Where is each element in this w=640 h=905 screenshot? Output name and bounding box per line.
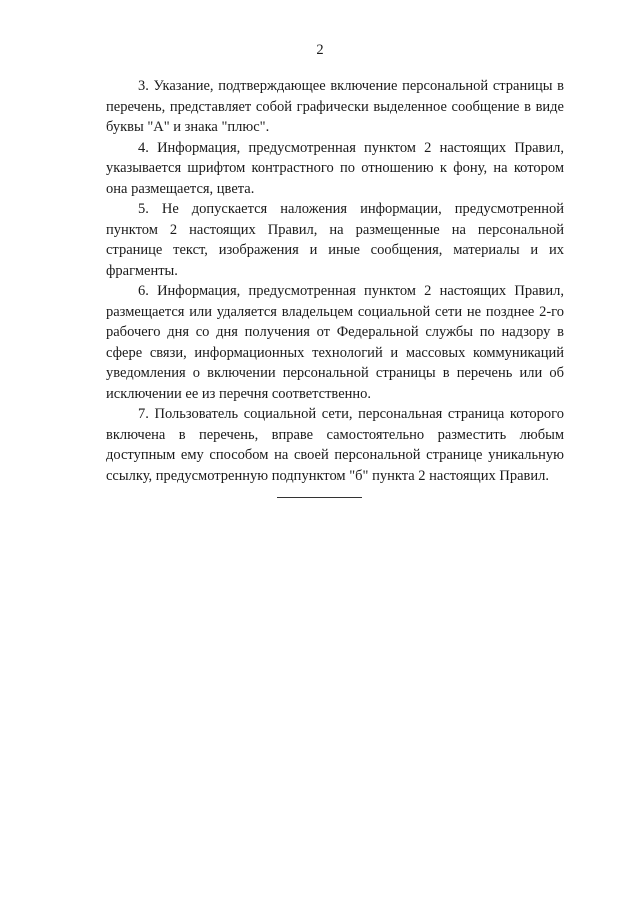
paragraph-6: 6. Информация, предусмотренная пунктом 2 настоящих Правил, размещается или удаляется владельцем социальной сети не позднее 2-го рабочего дня со дня получения от Федеральной службы по надзору в сфере связи, информационных технологий и массовых коммуникаций уведомления о включении персональной страницы в перечень или об исключении ее из перечня соответственно.: [106, 283, 564, 402]
paragraph-4: 4. Информация, предусмотренная пунктом 2 настоящих Правил, указывается шрифтом контрастного по отношению к фону, на котором она размещается, цвета.: [106, 139, 564, 197]
paragraph-5: 5. Не допускается наложения информации, предусмотренной пунктом 2 настоящих Правил, на размещенные на персональной странице текст, изображения и иные сообщения, материалы и их фрагменты.: [106, 201, 564, 279]
end-separator-line: [277, 497, 362, 498]
document-body: [106, 76, 564, 486]
paragraph-7: 7. Пользователь социальной сети, персональная страница которого включена в перечень, вправе самостоятельно разместить любым доступным ему способом на своей персональной странице уникальную ссылку, предусмотренную подпунктом "б" пункта 2 настоящих Правил.: [106, 406, 564, 484]
paragraph-3: 3. Указание, подтверждающее включение персональной страницы в перечень, представляет собой графически выделенное сообщение в виде буквы "А" и знака "плюс".: [106, 78, 564, 135]
page-number: 2: [316, 42, 324, 58]
